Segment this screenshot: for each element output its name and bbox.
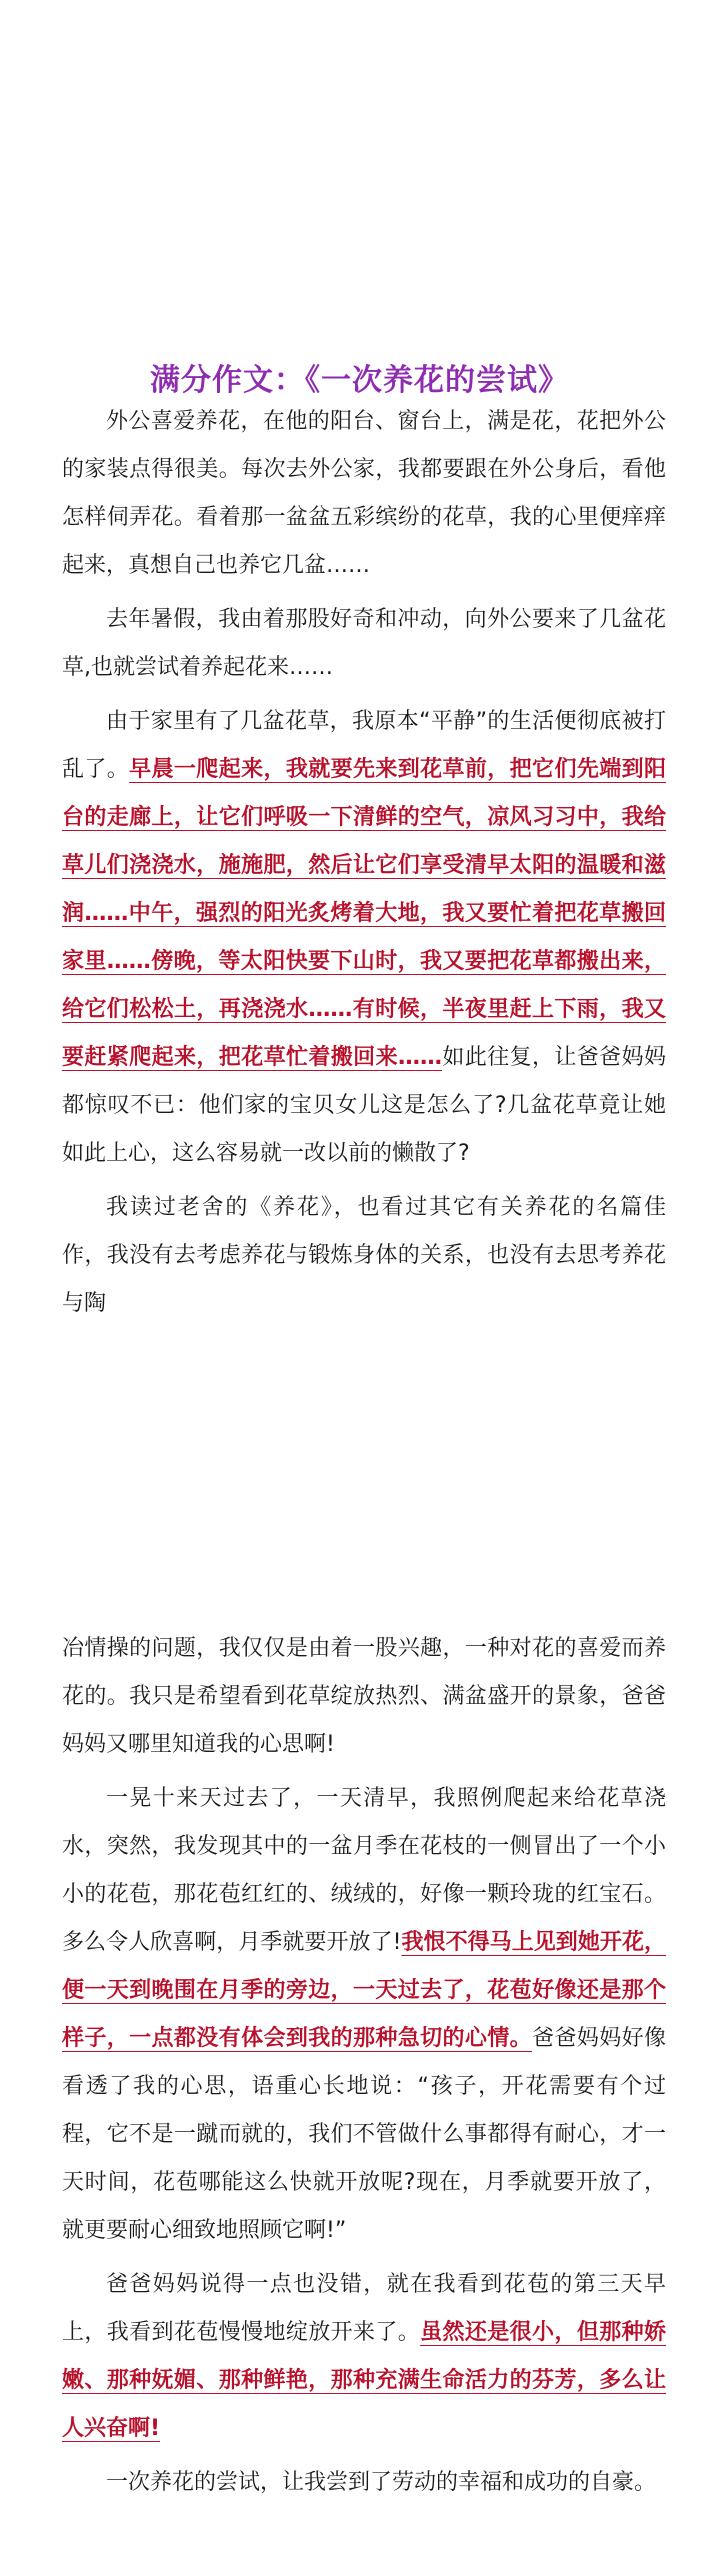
paragraph: [62, 1625, 666, 1769]
highlighted-text: 早晨一爬起来，我就要先来到花草前，把它们先端到阳台的走廊上，让它们呼吸一下清鲜的空气，凉风习习中，我给草儿们浇浇水，施施肥，然后让它们享受清早太阳的温暖和滋润……中午，强烈的阳光炙烤着大地，我又要忙着把花草搬回家里……傍晚，等太阳快要下山时，我又要把花草都搬出来，给它们松松土，再浇浇水……有时候，半夜里赶上下雨，我又要赶紧爬起来，把花草忙着搬回来……: [62, 757, 666, 1070]
article-body-bottom: [62, 1625, 666, 2513]
paragraph: [62, 398, 666, 590]
article-title: 满分作文：《一次养花的尝试》: [150, 363, 569, 398]
paragraph-text: 我读过老舍的《养花》，也看过其它有关养花的名篇佳作，我没有去考虑养花与锻炼身体的关系，也没有去思考养花与陶: [62, 1195, 666, 1316]
paragraph-text: 冶情操的问题，我仅仅是由着一股兴趣，一种对花的喜爱而养花的。我只是希望看到花草绽放热烈、满盆盛开的景象，爸爸妈妈又哪里知道我的心思啊!: [62, 1636, 666, 1757]
paragraph-text: 一晃十来天过去了，一天清早，我照例爬起来给花草浇水，突然，我发现其中的一盆月季在花枝的一侧冒出了一个小小的花苞，那花苞红红的、绒绒的，好像一颗玲珑的红宝石。多么令人欣喜啊，月季就要开放了!: [62, 1786, 666, 1955]
paragraph-text: 由于家里有了几盆花草，我原本“平静”的生活便彻底被打乱了。: [62, 709, 666, 782]
paragraph: [62, 1184, 666, 1328]
paragraph: [62, 2459, 666, 2507]
paragraph-text: 爸爸妈妈说得一点也没错，就在我看到花苞的第三天早上，我看到花苞慢慢地绽放开来了。: [62, 2272, 666, 2345]
highlighted-text: 虽然还是很小，但那种娇嫩、那种妩媚、那种鲜艳，那种充满生命活力的芬芳，多么让人兴奋啊!: [62, 2320, 666, 2441]
paragraph-text: 爸爸妈妈好像看透了我的心思，语重心长地说：“孩子，开花需要有个过程，它不是一蹴而就的，我们不管做什么事都得有耐心，才一天时间，花苞哪能这么快就开放呢?现在，月季就要开放了，就更要耐心细致地照顾它啊!”: [62, 2026, 666, 2243]
article-body-top: [62, 398, 666, 1334]
paragraph-text: 如此往复，让爸爸妈妈都惊叹不已：他们家的宝贝女儿这是怎么了?几盆花草竟让她如此上心，这么容易就一改以前的懒散了?: [62, 1045, 666, 1166]
paragraph-text: 外公喜爱养花，在他的阳台、窗台上，满是花，花把外公的家装点得很美。每次去外公家，我都要跟在外公身后，看他怎样伺弄花。看着那一盆盆五彩缤纷的花草，我的心里便痒痒起来，真想自己也养它几盆……: [62, 409, 666, 578]
paragraph-text: 去年暑假，我由着那股好奇和冲动，向外公要来了几盆花草,也就尝试着养起花来……: [62, 607, 666, 680]
paragraph: [62, 2261, 666, 2453]
paragraph: [62, 596, 666, 692]
paragraph: [62, 698, 666, 1178]
highlighted-text: 我恨不得马上见到她开花，便一天到晚围在月季的旁边，一天过去了，花苞好像还是那个样子，一点都没有体会到我的那种急切的心情。: [62, 1930, 666, 2051]
paragraph: [62, 1775, 666, 2255]
paragraph-text: 一次养花的尝试，让我尝到了劳动的幸福和成功的自豪。: [106, 2470, 657, 2495]
